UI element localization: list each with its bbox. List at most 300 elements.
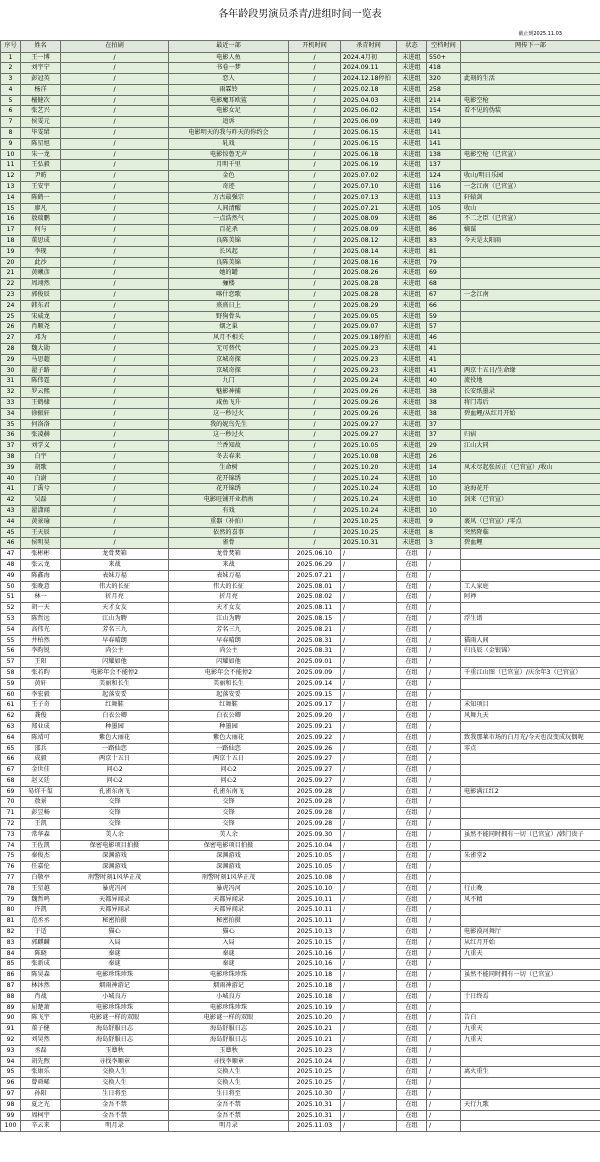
cell-current-show: 问心2: [61, 765, 169, 776]
cell-index: 9: [1, 138, 21, 149]
cell-gap-days: /: [427, 678, 461, 689]
cell-status: 未进组: [397, 182, 427, 193]
cell-status: 未进组: [397, 225, 427, 236]
cell-latest-show: 良陈美锦: [169, 257, 289, 268]
cell-current-show: /: [61, 138, 169, 149]
cell-wrap-date: /: [341, 559, 397, 570]
cell-status: 未进组: [397, 74, 427, 85]
cell-latest-show: 天都异闻录: [169, 905, 289, 916]
table-row: [1, 959, 600, 970]
cell-gap-days: 550+: [427, 52, 461, 63]
cell-index: 72: [1, 819, 21, 830]
cell-index: 25: [1, 311, 21, 322]
cell-name: 肖顺尧: [21, 322, 61, 333]
cell-wrap-date: /: [341, 937, 397, 948]
cell-gap-days: /: [427, 667, 461, 678]
cell-name: 肖战: [21, 991, 61, 1002]
cell-start-date: 2025.09.30: [289, 829, 341, 840]
cell-current-show: 入局: [61, 937, 169, 948]
cell-wrap-date: 2025.09.24: [341, 376, 397, 387]
cell-next-show: [461, 333, 600, 344]
cell-latest-show: 烟雨神游记: [169, 981, 289, 992]
cell-gap-days: /: [427, 905, 461, 916]
cell-gap-days: /: [427, 916, 461, 927]
cell-start-date: /: [289, 257, 341, 268]
cell-next-show: [461, 1110, 600, 1121]
cell-next-show: 风不精: [461, 894, 600, 905]
cell-gap-days: 124: [427, 171, 461, 182]
cell-start-date: 2025.09.27: [289, 775, 341, 786]
cell-name: 王一博: [21, 52, 61, 63]
cell-start-date: /: [289, 192, 341, 203]
cell-wrap-date: /: [341, 1035, 397, 1046]
cell-gap-days: 38: [427, 387, 461, 398]
cell-wrap-date: /: [341, 991, 397, 1002]
cell-name: 杨洋: [21, 84, 61, 95]
cell-next-show: 十日终焉: [461, 991, 600, 1002]
cell-latest-show: 电影魔耳欧鲨: [169, 95, 289, 106]
table-row: [1, 667, 600, 678]
cell-next-show: [461, 754, 600, 765]
cell-gap-days: /: [427, 1035, 461, 1046]
cell-name: 陈星旭: [21, 138, 61, 149]
cell-next-show: 看不见的伪装: [461, 106, 600, 117]
cell-current-show: 深渊游戏: [61, 851, 169, 862]
cell-wrap-date: 2025.09.05: [341, 311, 397, 322]
cell-index: 89: [1, 1002, 21, 1013]
table-row: [1, 84, 600, 95]
table-row: [1, 333, 600, 344]
cell-gap-days: /: [427, 797, 461, 808]
cell-index: 49: [1, 570, 21, 581]
cell-name: 朱一龙: [21, 149, 61, 160]
cell-current-show: 早春晴朗: [61, 635, 169, 646]
cell-index: 96: [1, 1078, 21, 1089]
cell-latest-show: 早春晴朗: [169, 635, 289, 646]
cell-wrap-date: 2025.09.23: [341, 354, 397, 365]
cell-status: 在组: [397, 905, 427, 916]
cell-gap-days: 29: [427, 441, 461, 452]
cell-latest-show: 海岛舒服日志: [169, 1035, 289, 1046]
cell-start-date: 2025.06.10: [289, 549, 341, 560]
cell-name: 吴磊: [21, 495, 61, 506]
cell-current-show: /: [61, 128, 169, 139]
table-row: [1, 365, 600, 376]
cell-current-show: /: [61, 311, 169, 322]
cell-start-date: 2025.09.28: [289, 819, 341, 830]
cell-wrap-date: /: [341, 613, 397, 624]
cell-start-date: 2025.09.09: [289, 667, 341, 678]
cell-status: 在组: [397, 1089, 427, 1100]
cell-start-date: 2025.10.25: [289, 1067, 341, 1078]
cell-current-show: /: [61, 214, 169, 225]
cell-current-show: /: [61, 74, 169, 85]
cell-next-show: [461, 117, 600, 128]
cell-current-show: 两京十五日: [61, 754, 169, 765]
cell-current-show: 海岛舒服日志: [61, 1035, 169, 1046]
cell-current-show: /: [61, 149, 169, 160]
cell-wrap-date: 2025.02.18: [341, 84, 397, 95]
cell-next-show: [461, 797, 600, 808]
cell-start-date: 2025.10.05: [289, 862, 341, 873]
cell-status: 未进组: [397, 376, 427, 387]
cell-name: 孙阳: [21, 1089, 61, 1100]
cell-name: 李现: [21, 246, 61, 257]
cell-current-show: 表妹万福: [61, 570, 169, 581]
cell-index: 31: [1, 376, 21, 387]
cell-index: 7: [1, 117, 21, 128]
cell-start-date: 2025.09.27: [289, 754, 341, 765]
cell-status: 未进组: [397, 236, 427, 247]
cell-start-date: /: [289, 505, 341, 516]
cell-name: 胡先煦: [21, 1056, 61, 1067]
cell-next-show: [461, 505, 600, 516]
cell-status: 未进组: [397, 311, 427, 322]
cell-index: 45: [1, 527, 21, 538]
cell-name: 金世佳: [21, 765, 61, 776]
cell-index: 11: [1, 160, 21, 171]
cell-gap-days: /: [427, 549, 461, 560]
cell-start-date: 2025.10.11: [289, 894, 341, 905]
cell-latest-show: 暴虎冯河: [169, 883, 289, 894]
cell-name: 刘昊然: [21, 1035, 61, 1046]
cell-status: 在组: [397, 765, 427, 776]
cell-start-date: 2025.07.21: [289, 570, 341, 581]
cell-start-date: 2025.10.21: [289, 1024, 341, 1035]
cell-start-date: 2025.09.28: [289, 808, 341, 819]
cell-index: 53: [1, 613, 21, 624]
cell-start-date: 2025.09.20: [289, 711, 341, 722]
cell-name: 辛云来: [21, 1121, 61, 1132]
cell-status: 在组: [397, 808, 427, 819]
cutoff-date: 截止到2025.11.03: [518, 31, 562, 37]
cell-name: 邓为: [21, 333, 61, 344]
cell-next-show: 归良辰（金银锦）: [461, 646, 600, 657]
cell-gap-days: /: [427, 765, 461, 776]
cell-status: 未进组: [397, 128, 427, 139]
cell-current-show: 生日将至: [61, 1089, 169, 1100]
cell-next-show: 江山大同: [461, 441, 600, 452]
cell-latest-show: 金吾不禁: [169, 1099, 289, 1110]
cell-wrap-date: 2025.08.12: [341, 236, 397, 247]
cell-latest-show: 金色: [169, 171, 289, 182]
cell-gap-days: /: [427, 991, 461, 1002]
cell-gap-days: /: [427, 570, 461, 581]
cell-start-date: 2025.10.16: [289, 959, 341, 970]
cell-wrap-date: /: [341, 700, 397, 711]
cell-current-show: 明月录: [61, 1121, 169, 1132]
cell-latest-show: 人间清醒: [169, 203, 289, 214]
cell-gap-days: /: [427, 959, 461, 970]
cell-status: 未进组: [397, 171, 427, 182]
cell-current-show: /: [61, 376, 169, 387]
cell-index: 59: [1, 678, 21, 689]
cell-next-show: [461, 160, 600, 171]
cell-status: 未进组: [397, 300, 427, 311]
cell-name: 王子奇: [21, 700, 61, 711]
cell-start-date: /: [289, 516, 341, 527]
cell-index: 16: [1, 214, 21, 225]
cell-start-date: 2025.10.18: [289, 991, 341, 1002]
cell-latest-show: 秦谜: [169, 948, 289, 959]
cell-status: 未进组: [397, 149, 427, 160]
cell-name: 陈哲远: [21, 613, 61, 624]
cell-next-show: [461, 603, 600, 614]
cell-index: 88: [1, 991, 21, 1002]
cell-latest-show: 百花杀: [169, 225, 289, 236]
cell-next-show: [461, 63, 600, 74]
cell-wrap-date: 2025.08.09: [341, 214, 397, 225]
cell-start-date: /: [289, 527, 341, 538]
table-row: [1, 419, 600, 430]
cell-latest-show: 有戏: [169, 505, 289, 516]
cell-current-show: /: [61, 290, 169, 301]
cell-gap-days: /: [427, 732, 461, 743]
cell-status: 在组: [397, 991, 427, 1002]
cell-current-show: /: [61, 441, 169, 452]
table-row: [1, 559, 600, 570]
cell-wrap-date: 2024.09.11: [341, 63, 397, 74]
table-row: [1, 678, 600, 689]
cell-latest-show: 重器（补拍）: [169, 516, 289, 527]
cell-wrap-date: 2025.10.24: [341, 495, 397, 506]
cell-gap-days: 137: [427, 160, 461, 171]
cell-status: 在组: [397, 689, 427, 700]
cell-gap-days: 37: [427, 419, 461, 430]
cell-index: 90: [1, 1013, 21, 1024]
cell-index: 3: [1, 74, 21, 85]
cell-gap-days: 8: [427, 527, 461, 538]
cell-gap-days: 258: [427, 84, 461, 95]
cell-status: 在组: [397, 862, 427, 873]
cell-gap-days: /: [427, 819, 461, 830]
cell-status: 未进组: [397, 322, 427, 333]
cell-start-date: 2025.09.17: [289, 700, 341, 711]
cell-status: 在组: [397, 743, 427, 754]
cell-wrap-date: /: [341, 1045, 397, 1056]
cell-current-show: /: [61, 430, 169, 441]
table-row: [1, 182, 600, 193]
cell-wrap-date: 2025.08.29: [341, 300, 397, 311]
cell-name: 尹昉: [21, 171, 61, 182]
cell-wrap-date: 2025.07.02: [341, 171, 397, 182]
table-row: [1, 128, 600, 139]
cell-gap-days: 41: [427, 365, 461, 376]
cell-index: 43: [1, 505, 21, 516]
cell-index: 41: [1, 484, 21, 495]
cell-start-date: /: [289, 333, 341, 344]
table-row: [1, 214, 600, 225]
cell-latest-show: 花开锦绣: [169, 473, 289, 484]
cell-start-date: 2025.10.25: [289, 1078, 341, 1089]
cell-current-show: 秘密拍摄: [61, 916, 169, 927]
cell-latest-show: 美人余: [169, 829, 289, 840]
cell-current-show: /: [61, 246, 169, 257]
cell-start-date: /: [289, 408, 341, 419]
cell-index: 71: [1, 808, 21, 819]
cell-index: 86: [1, 970, 21, 981]
cell-start-date: 2025.10.31: [289, 1110, 341, 1121]
cell-next-show: [461, 873, 600, 884]
table-row: [1, 1110, 600, 1121]
cell-start-date: 2025.09.15: [289, 689, 341, 700]
table-row: [1, 991, 600, 1002]
cell-next-show: [461, 311, 600, 322]
cell-start-date: 2025.09.22: [289, 732, 341, 743]
cell-current-show: 电影珍珠珍珠: [61, 1002, 169, 1013]
cell-status: 在组: [397, 559, 427, 570]
cell-gap-days: 83: [427, 236, 461, 247]
cell-status: 未进组: [397, 95, 427, 106]
cell-current-show: 电影谜一样的双眼: [61, 1013, 169, 1024]
cell-next-show: [461, 549, 600, 560]
cell-next-show: 电影空枪（已官宣）: [461, 149, 600, 160]
cell-status: 在组: [397, 624, 427, 635]
table-row: [1, 840, 600, 851]
cell-index: 6: [1, 106, 21, 117]
cell-status: 未进组: [397, 52, 427, 63]
cell-wrap-date: /: [341, 948, 397, 959]
cell-start-date: /: [289, 419, 341, 430]
cell-latest-show: 天才女友: [169, 603, 289, 614]
cell-start-date: 2025.08.21: [289, 624, 341, 635]
cell-latest-show: 电影年会不能停2: [169, 667, 289, 678]
cell-gap-days: /: [427, 775, 461, 786]
cell-name: 陈晓: [21, 948, 61, 959]
table-row: [1, 516, 600, 527]
cell-next-show: 将门毒后: [461, 398, 600, 409]
cell-latest-show: 孔雀东南飞: [169, 786, 289, 797]
cell-current-show: 暴虎冯河: [61, 883, 169, 894]
cell-current-show: /: [61, 52, 169, 63]
cell-status: 未进组: [397, 106, 427, 117]
cell-latest-show: 电影珍珠珍珠: [169, 970, 289, 981]
cell-current-show: 秦谜: [61, 948, 169, 959]
cell-current-show: 种墨园: [61, 721, 169, 732]
cell-next-show: 从红月开始: [461, 937, 600, 948]
cell-next-show: 阿禅: [461, 592, 600, 603]
cell-name: 邵兵: [21, 743, 61, 754]
col-header-index: 序号: [1, 41, 21, 53]
cell-start-date: 2025.08.15: [289, 613, 341, 624]
cell-latest-show: 她的罐: [169, 268, 289, 279]
cell-name: 夏之光: [21, 1099, 61, 1110]
cell-wrap-date: 2025.06.15: [341, 138, 397, 149]
cell-start-date: 2025.10.20: [289, 1013, 341, 1024]
cell-wrap-date: /: [341, 1078, 397, 1089]
cell-index: 26: [1, 322, 21, 333]
cell-index: 74: [1, 840, 21, 851]
cell-name: 许凯: [21, 905, 61, 916]
cell-next-show: 一念江南（已官宣）: [461, 182, 600, 193]
cell-gap-days: /: [427, 1056, 461, 1067]
cell-latest-show: 保密电影项目拍摄: [169, 840, 289, 851]
table-row: [1, 52, 600, 63]
cell-latest-show: 交换人生: [169, 1067, 289, 1078]
cell-name: 王弘毅: [21, 160, 61, 171]
cell-wrap-date: /: [341, 765, 397, 776]
cell-current-show: 金吾不禁: [61, 1099, 169, 1110]
cell-status: 在组: [397, 678, 427, 689]
cell-latest-show: 京城奇探: [169, 365, 289, 376]
cell-current-show: 天都异闻录: [61, 905, 169, 916]
cell-index: 47: [1, 549, 21, 560]
table-row: [1, 970, 600, 981]
cell-current-show: /: [61, 451, 169, 462]
table-row: [1, 646, 600, 657]
table-row: [1, 689, 600, 700]
cell-start-date: /: [289, 203, 341, 214]
cell-current-show: /: [61, 257, 169, 268]
table-row: [1, 624, 600, 635]
cell-next-show: [461, 1078, 600, 1089]
cell-latest-show: 刑警时刻1风华正茂: [169, 873, 289, 884]
col-header-start-date: 开机时间: [289, 41, 341, 53]
cell-gap-days: 214: [427, 95, 461, 106]
cell-wrap-date: 2025.09.23: [341, 365, 397, 376]
cell-start-date: /: [289, 268, 341, 279]
cell-name: 刘学义: [21, 441, 61, 452]
cell-gap-days: 86: [427, 214, 461, 225]
cell-gap-days: 10: [427, 484, 461, 495]
cell-next-show: [461, 300, 600, 311]
cell-start-date: 2025.10.16: [289, 948, 341, 959]
cell-start-date: 2025.10.19: [289, 1002, 341, 1013]
cell-latest-show: 交锋: [169, 808, 289, 819]
cell-index: 48: [1, 559, 21, 570]
cell-wrap-date: /: [341, 1024, 397, 1035]
cell-index: 27: [1, 333, 21, 344]
cell-index: 62: [1, 711, 21, 722]
cell-status: 在组: [397, 840, 427, 851]
cell-start-date: 2025.10.15: [289, 937, 341, 948]
cell-status: 在组: [397, 570, 427, 581]
cell-current-show: /: [61, 473, 169, 484]
cell-start-date: /: [289, 365, 341, 376]
cell-index: 28: [1, 344, 21, 355]
cell-next-show: 沧海花开: [461, 484, 600, 495]
cell-latest-show: 两京十五日: [169, 754, 289, 765]
cell-start-date: /: [289, 171, 341, 182]
cell-latest-show: 寻找李顺章: [169, 1056, 289, 1067]
cell-current-show: 交换人生: [61, 1067, 169, 1078]
cell-start-date: /: [289, 95, 341, 106]
cell-name: 白澍: [21, 473, 61, 484]
cell-current-show: /: [61, 387, 169, 398]
cell-current-show: /: [61, 268, 169, 279]
table-row: [1, 1035, 600, 1046]
cell-latest-show: 九门: [169, 376, 289, 387]
cell-wrap-date: /: [341, 840, 397, 851]
cell-index: 21: [1, 268, 21, 279]
cell-name: 曾舜晞: [21, 1078, 61, 1089]
cell-index: 65: [1, 743, 21, 754]
cell-current-show: /: [61, 182, 169, 193]
table-row: [1, 473, 600, 484]
table-row: [1, 829, 600, 840]
cell-start-date: /: [289, 376, 341, 387]
cell-name: 丞磊: [21, 1045, 61, 1056]
cell-current-show: 秦谜: [61, 959, 169, 970]
cell-start-date: /: [289, 311, 341, 322]
cell-latest-show: 猫心: [169, 927, 289, 938]
cell-current-show: 保密电影项目拍摄: [61, 840, 169, 851]
cell-wrap-date: 2025.08.28: [341, 290, 397, 301]
cell-name: 胡歌: [21, 462, 61, 473]
cell-start-date: /: [289, 236, 341, 247]
cell-wrap-date: /: [341, 743, 397, 754]
cell-status: 在组: [397, 927, 427, 938]
